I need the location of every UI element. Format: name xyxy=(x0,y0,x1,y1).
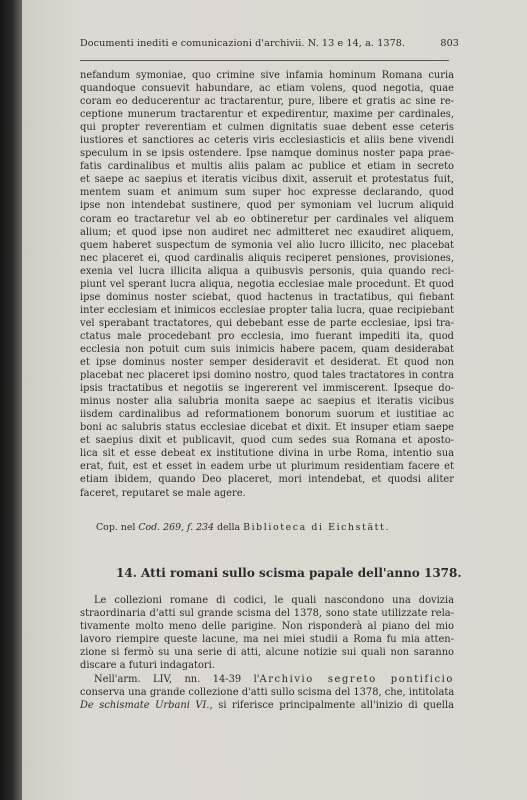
text-line: etiam ibidem, quando Deo placeret, mori intendebat, et quodsi aliter xyxy=(80,474,454,486)
text-line: ipse non intendebat sustinere, quod per symoniam vel lucrum aliquid xyxy=(80,200,454,212)
text-line: nefandum symoniae, quo crimine sive infamia hominum Romana curia xyxy=(80,70,454,81)
running-head-title: Documenti inediti e comunicazioni d'archivii. N. 13 e 14, a. 1378. xyxy=(80,38,406,49)
text-line: ecclesia non potuit cum suis inimicis habere pacem, quam desiderabat xyxy=(80,343,454,355)
citation-library: Biblioteca di Eichstätt. xyxy=(243,522,390,533)
text-line: speculum in se ipsis ostendere. Ipse namque dominus noster papa prae- xyxy=(80,148,454,160)
text-line: quandoque consuevit habundare, ac etiam volens, quod negotia, quae xyxy=(80,83,454,95)
text-line: qui propter reverentiam et culmen dignitatis suae debent esse ceteris xyxy=(80,122,454,134)
header-rule xyxy=(80,60,449,61)
text-line: et saepe ac saepius et iteratis vicibus dixit, asseruit et protestatus fuit, xyxy=(80,174,454,186)
text-line: alium; et quod ipse non audiret nec admitteret nec exaudiret aliquem, xyxy=(80,226,454,238)
text-line: fatis cardinalibus et multis aliis palam ac publice et etiam in secreto xyxy=(80,161,454,173)
source-citation xyxy=(96,522,390,533)
text-line: boni ac salubris status ecclesiae dicebat et dixit. Et insuper etiam saepe xyxy=(80,422,454,434)
text-line: lica sit et esse debeat ex institutione divina in urbe Roma, intentio sua xyxy=(80,448,454,460)
citation-prefix: Cop. nel xyxy=(96,522,136,533)
text-line: nec placeret ei, quod cardinalis aliquis reciperet pensiones, provisiones, xyxy=(80,252,454,264)
binding-shadow xyxy=(0,0,22,800)
text-line: piunt vel sperant lucra aliqua, negotia ecclesiae male procedunt. Et quod xyxy=(80,278,454,290)
text-line: ceptione munerum tractarentur et expedirentur, maxime per cardinales, xyxy=(80,109,454,121)
citation-middle: della xyxy=(216,522,241,533)
text-line: et ipse dominus noster semper desideravit et desiderat. Et quod non xyxy=(80,357,454,369)
text-line: ipsis tractatibus et negotiis se ingererent vel immiscerent. Ipseque do- xyxy=(80,383,454,395)
text-line: zione si fermò su una serie di atti, alcune notizie sui quali non saranno xyxy=(80,647,454,659)
text-line: discare a futuri indagatori. xyxy=(80,660,215,672)
text-line: ipse dominus noster sciebat, quod hactenus in tractatibus, qui fiebant xyxy=(80,291,454,303)
text-line: conserva una grande collezione d'atti sullo scisma del 1378, che, intitolata xyxy=(80,687,454,699)
text-line: mentem suam et animum sum super hoc expresse declarando, quod xyxy=(80,187,454,199)
citation-codex: Cod. 269, f. 234 xyxy=(138,522,214,533)
text-line: Le collezioni romane di codici, le quali nascondono una dovizia xyxy=(94,595,454,606)
text-line: Nell'arm. LIV, nn. 14-39 l'Archivio segreto pontificio xyxy=(94,674,454,685)
text-line: et saepius dixit et publicavit, quod cum sedes sua Romana et aposto- xyxy=(80,435,454,447)
document-body-text xyxy=(80,69,454,500)
book-page xyxy=(22,0,527,800)
text-line: tivamente molto meno delle parigine. Non risponderà al piano del mio xyxy=(80,621,454,633)
text-line: exenia vel lucra illicita aliqua a quibusvis personis, quia quando reci- xyxy=(80,265,454,277)
text-line: coram eo tractaretur vel ab eo obtineretur per cardinales vel aliquem xyxy=(80,213,454,225)
text-line: ctatus male procedebant pro ecclesia, imo fuerant impediti ita, quod xyxy=(80,330,454,342)
text-line: minus noster alia salubria monita saepe ac saepius et iteratis vicibus xyxy=(80,396,454,408)
text-line: iustiores et sanctiores ac ceteris viris ecclesiasticis et aliis bene vivendi xyxy=(80,135,454,147)
running-head xyxy=(80,38,459,49)
text-line: iisdem cardinalibus ad reformationem bonorum suorum et iustitiae ac xyxy=(80,409,454,421)
paragraph-archive xyxy=(80,673,454,712)
page-number: 803 xyxy=(440,38,459,49)
text-line: vel sperabant tractatores, qui debebant esse de parte ecclesiae, ipsi tra- xyxy=(80,317,454,329)
text-line: De schismate Urbani VI., si riferisce principalmente all'inizio di quella xyxy=(80,700,454,712)
text-line: placebat nec placeret ipsi domino nostro, quod tales tractatores in contra xyxy=(80,370,454,382)
section-heading: 14. Atti romani sullo scisma papale dell'anno 1378. xyxy=(116,566,462,580)
text-line: coram eo deducerentur ac tractarentur, pure, libere et gratis ac sine re- xyxy=(80,96,454,108)
text-line: inter ecclesiam et inimicos ecclesiae propter talia lucra, quae recipiebant xyxy=(80,304,454,316)
text-line: lavoro riempire queste lacune, ma nei miei studii a Roma fu mia atten- xyxy=(80,634,454,646)
text-line: erat, fuit, est et esset in eadem urbe ut plurimum residentiam facere et xyxy=(80,461,454,473)
text-line: straordinaria d'atti sul grande scisma del 1378, sono state utilizzate rela- xyxy=(80,608,454,620)
text-line: faceret, reputaret se male agere. xyxy=(80,487,246,499)
text-line: quem haberet suspectum de symonia vel alio lucro illicito, nec placebat xyxy=(80,239,454,251)
paragraph-intro xyxy=(80,594,454,672)
